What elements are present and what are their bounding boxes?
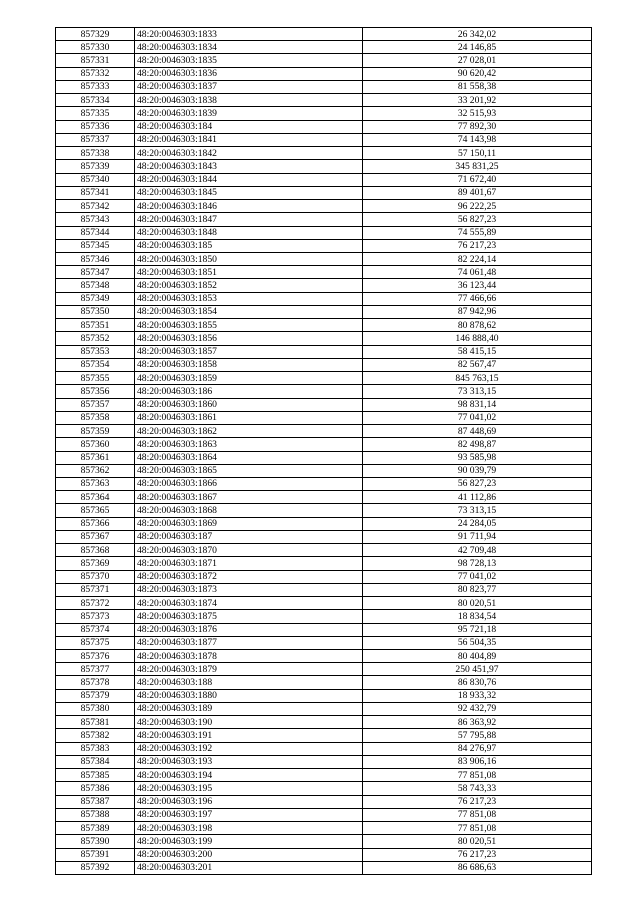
table-row — [56, 279, 592, 292]
table-row — [56, 822, 592, 835]
cadastral-number-cell: 48:20:0046303:194 — [135, 769, 363, 782]
table-row — [56, 477, 592, 490]
cadastral-value-cell: 345 831,25 — [363, 160, 592, 173]
cadastral-value-cell: 146 888,40 — [363, 332, 592, 345]
cadastral-number-cell: 48:20:0046303:189 — [135, 702, 363, 715]
cadastral-value-cell: 56 827,23 — [363, 213, 592, 226]
table-row — [56, 411, 592, 424]
row-number-cell: 857388 — [56, 808, 135, 821]
cadastral-number-cell: 48:20:0046303:1836 — [135, 67, 363, 80]
cadastral-number-cell: 48:20:0046303:1852 — [135, 279, 363, 292]
cadastral-value-cell: 56 504,35 — [363, 636, 592, 649]
cadastral-value-cell: 89 401,67 — [363, 186, 592, 199]
table-row — [56, 385, 592, 398]
cadastral-value-cell: 74 555,89 — [363, 226, 592, 239]
cadastral-number-cell: 48:20:0046303:1861 — [135, 411, 363, 424]
table-row — [56, 372, 592, 385]
table-row — [56, 795, 592, 808]
cadastral-number-cell: 48:20:0046303:197 — [135, 808, 363, 821]
cadastral-number-cell: 48:20:0046303:1855 — [135, 319, 363, 332]
cadastral-value-cell: 80 823,77 — [363, 583, 592, 596]
row-number-cell: 857340 — [56, 173, 135, 186]
row-number-cell: 857377 — [56, 663, 135, 676]
cadastral-number-cell: 48:20:0046303:1835 — [135, 54, 363, 67]
cadastral-number-cell: 48:20:0046303:199 — [135, 835, 363, 848]
row-number-cell: 857376 — [56, 650, 135, 663]
table-row — [56, 702, 592, 715]
cadastral-value-cell: 81 558,38 — [363, 80, 592, 93]
row-number-cell: 857389 — [56, 822, 135, 835]
row-number-cell: 857385 — [56, 769, 135, 782]
cadastral-value-cell: 73 313,15 — [363, 385, 592, 398]
cadastral-value-cell: 24 146,85 — [363, 41, 592, 54]
row-number-cell: 857392 — [56, 861, 135, 874]
cadastral-number-cell: 48:20:0046303:1869 — [135, 517, 363, 530]
cadastral-value-cell: 845 763,15 — [363, 372, 592, 385]
table-row — [56, 107, 592, 120]
table-row — [56, 41, 592, 54]
table-row — [56, 716, 592, 729]
table-row — [56, 186, 592, 199]
cadastral-number-cell: 48:20:0046303:191 — [135, 729, 363, 742]
cadastral-number-cell: 48:20:0046303:1853 — [135, 292, 363, 305]
cadastral-value-cell: 86 686,63 — [363, 861, 592, 874]
cadastral-value-cell: 76 217,23 — [363, 848, 592, 861]
cadastral-value-cell: 26 342,02 — [363, 28, 592, 41]
cadastral-number-cell: 48:20:0046303:185 — [135, 239, 363, 252]
row-number-cell: 857364 — [56, 491, 135, 504]
cadastral-value-cell: 98 831,14 — [363, 398, 592, 411]
table-row — [56, 358, 592, 371]
table-row — [56, 504, 592, 517]
row-number-cell: 857346 — [56, 252, 135, 265]
table-row — [56, 345, 592, 358]
row-number-cell: 857349 — [56, 292, 135, 305]
table-row — [56, 305, 592, 318]
row-number-cell: 857350 — [56, 305, 135, 318]
row-number-cell: 857329 — [56, 28, 135, 41]
row-number-cell: 857332 — [56, 67, 135, 80]
cadastral-value-cell: 82 567,47 — [363, 358, 592, 371]
table-row — [56, 438, 592, 451]
row-number-cell: 857366 — [56, 517, 135, 530]
cadastral-number-cell: 48:20:0046303:1856 — [135, 332, 363, 345]
row-number-cell: 857351 — [56, 319, 135, 332]
table-row — [56, 517, 592, 530]
row-number-cell: 857357 — [56, 398, 135, 411]
table-row — [56, 583, 592, 596]
cadastral-value-cell: 77 466,66 — [363, 292, 592, 305]
row-number-cell: 857371 — [56, 583, 135, 596]
cadastral-number-cell: 48:20:0046303:192 — [135, 742, 363, 755]
cadastral-number-cell: 48:20:0046303:1875 — [135, 610, 363, 623]
table-row — [56, 200, 592, 213]
row-number-cell: 857334 — [56, 94, 135, 107]
table-row — [56, 332, 592, 345]
cadastral-number-cell: 48:20:0046303:1839 — [135, 107, 363, 120]
cadastral-value-cell: 77 041,02 — [363, 411, 592, 424]
cadastral-value-cell: 87 448,69 — [363, 425, 592, 438]
row-number-cell: 857344 — [56, 226, 135, 239]
cadastral-number-cell: 48:20:0046303:1846 — [135, 200, 363, 213]
row-number-cell: 857362 — [56, 464, 135, 477]
table-row — [56, 491, 592, 504]
row-number-cell: 857368 — [56, 544, 135, 557]
cadastral-number-cell: 48:20:0046303:1854 — [135, 305, 363, 318]
cadastral-number-cell: 48:20:0046303:188 — [135, 676, 363, 689]
table-row — [56, 557, 592, 570]
cadastral-value-cell: 58 743,33 — [363, 782, 592, 795]
cadastral-value-cell: 76 217,23 — [363, 239, 592, 252]
table-row — [56, 94, 592, 107]
cadastral-number-cell: 48:20:0046303:1845 — [135, 186, 363, 199]
table-body — [56, 28, 592, 875]
cadastral-value-cell: 84 276,97 — [363, 742, 592, 755]
cadastral-number-cell: 48:20:0046303:201 — [135, 861, 363, 874]
row-number-cell: 857367 — [56, 530, 135, 543]
cadastral-value-cell: 32 515,93 — [363, 107, 592, 120]
row-number-cell: 857365 — [56, 504, 135, 517]
cadastral-value-cell: 82 224,14 — [363, 252, 592, 265]
table-row — [56, 239, 592, 252]
table-row — [56, 610, 592, 623]
row-number-cell: 857330 — [56, 41, 135, 54]
row-number-cell: 857356 — [56, 385, 135, 398]
cadastral-number-cell: 48:20:0046303:195 — [135, 782, 363, 795]
row-number-cell: 857347 — [56, 266, 135, 279]
cadastral-value-cell: 80 020,51 — [363, 597, 592, 610]
row-number-cell: 857345 — [56, 239, 135, 252]
table-row — [56, 464, 592, 477]
cadastral-value-cell: 76 217,23 — [363, 795, 592, 808]
cadastral-number-cell: 48:20:0046303:1834 — [135, 41, 363, 54]
cadastral-number-cell: 48:20:0046303:1859 — [135, 372, 363, 385]
table-row — [56, 425, 592, 438]
row-number-cell: 857382 — [56, 729, 135, 742]
cadastral-value-cell: 77 041,02 — [363, 570, 592, 583]
row-number-cell: 857354 — [56, 358, 135, 371]
row-number-cell: 857348 — [56, 279, 135, 292]
cadastral-value-cell: 41 112,86 — [363, 491, 592, 504]
cadastral-value-cell: 86 830,76 — [363, 676, 592, 689]
row-number-cell: 857381 — [56, 716, 135, 729]
table-row — [56, 636, 592, 649]
cadastral-number-cell: 48:20:0046303:1843 — [135, 160, 363, 173]
cadastral-value-cell: 24 284,05 — [363, 517, 592, 530]
cadastral-value-cell: 18 933,32 — [363, 689, 592, 702]
table-row — [56, 530, 592, 543]
row-number-cell: 857333 — [56, 80, 135, 93]
table-row — [56, 650, 592, 663]
row-number-cell: 857369 — [56, 557, 135, 570]
table-row — [56, 663, 592, 676]
cadastral-number-cell: 48:20:0046303:1871 — [135, 557, 363, 570]
cadastral-value-cell: 80 878,62 — [363, 319, 592, 332]
cadastral-number-cell: 48:20:0046303:1870 — [135, 544, 363, 557]
table-row — [56, 266, 592, 279]
row-number-cell: 857335 — [56, 107, 135, 120]
cadastral-value-cell: 98 728,13 — [363, 557, 592, 570]
cadastral-number-cell: 48:20:0046303:1841 — [135, 133, 363, 146]
row-number-cell: 857375 — [56, 636, 135, 649]
cadastral-value-cell: 36 123,44 — [363, 279, 592, 292]
cadastral-value-cell: 96 222,25 — [363, 200, 592, 213]
cadastral-number-cell: 48:20:0046303:1877 — [135, 636, 363, 649]
table-row — [56, 133, 592, 146]
table-row — [56, 28, 592, 41]
row-number-cell: 857373 — [56, 610, 135, 623]
cadastral-number-cell: 48:20:0046303:190 — [135, 716, 363, 729]
cadastral-number-cell: 48:20:0046303:1868 — [135, 504, 363, 517]
row-number-cell: 857358 — [56, 411, 135, 424]
cadastral-value-cell: 77 892,30 — [363, 120, 592, 133]
row-number-cell: 857374 — [56, 623, 135, 636]
table-row — [56, 451, 592, 464]
cadastral-value-cell: 83 906,16 — [363, 755, 592, 768]
table-row — [56, 544, 592, 557]
cadastral-number-cell: 48:20:0046303:200 — [135, 848, 363, 861]
row-number-cell: 857379 — [56, 689, 135, 702]
table-row — [56, 252, 592, 265]
cadastral-value-cell: 74 143,98 — [363, 133, 592, 146]
row-number-cell: 857361 — [56, 451, 135, 464]
cadastral-value-cell: 80 020,51 — [363, 835, 592, 848]
cadastral-value-cell: 74 061,48 — [363, 266, 592, 279]
cadastral-value-cell: 80 404,89 — [363, 650, 592, 663]
table-row — [56, 160, 592, 173]
cadastral-value-cell: 77 851,08 — [363, 769, 592, 782]
row-number-cell: 857360 — [56, 438, 135, 451]
cadastral-value-cell: 57 795,88 — [363, 729, 592, 742]
row-number-cell: 857386 — [56, 782, 135, 795]
cadastral-value-cell: 77 851,08 — [363, 808, 592, 821]
table-row — [56, 861, 592, 874]
row-number-cell: 857342 — [56, 200, 135, 213]
cadastral-number-cell: 48:20:0046303:1864 — [135, 451, 363, 464]
cadastral-number-cell: 48:20:0046303:1837 — [135, 80, 363, 93]
cadastral-value-table — [55, 27, 592, 875]
row-number-cell: 857359 — [56, 425, 135, 438]
row-number-cell: 857387 — [56, 795, 135, 808]
cadastral-value-cell: 57 150,11 — [363, 147, 592, 160]
table-row — [56, 689, 592, 702]
cadastral-number-cell: 48:20:0046303:1872 — [135, 570, 363, 583]
table-row — [56, 67, 592, 80]
table-row — [56, 120, 592, 133]
row-number-cell: 857383 — [56, 742, 135, 755]
row-number-cell: 857341 — [56, 186, 135, 199]
cadastral-value-cell: 87 942,96 — [363, 305, 592, 318]
cadastral-value-cell: 18 834,54 — [363, 610, 592, 623]
table-row — [56, 213, 592, 226]
table-row — [56, 808, 592, 821]
cadastral-value-cell: 56 827,23 — [363, 477, 592, 490]
cadastral-value-cell: 77 851,08 — [363, 822, 592, 835]
cadastral-value-cell: 95 721,18 — [363, 623, 592, 636]
cadastral-value-cell: 91 711,94 — [363, 530, 592, 543]
row-number-cell: 857339 — [56, 160, 135, 173]
table-row — [56, 676, 592, 689]
cadastral-number-cell: 48:20:0046303:1874 — [135, 597, 363, 610]
table-row — [56, 398, 592, 411]
row-number-cell: 857343 — [56, 213, 135, 226]
cadastral-number-cell: 48:20:0046303:1848 — [135, 226, 363, 239]
row-number-cell: 857336 — [56, 120, 135, 133]
table-row — [56, 769, 592, 782]
cadastral-number-cell: 48:20:0046303:1851 — [135, 266, 363, 279]
table-row — [56, 226, 592, 239]
row-number-cell: 857353 — [56, 345, 135, 358]
cadastral-number-cell: 48:20:0046303:1880 — [135, 689, 363, 702]
table-row — [56, 782, 592, 795]
row-number-cell: 857352 — [56, 332, 135, 345]
cadastral-number-cell: 48:20:0046303:1838 — [135, 94, 363, 107]
cadastral-number-cell: 48:20:0046303:193 — [135, 755, 363, 768]
table-row — [56, 729, 592, 742]
cadastral-value-cell: 82 498,87 — [363, 438, 592, 451]
row-number-cell: 857338 — [56, 147, 135, 160]
cadastral-number-cell: 48:20:0046303:1844 — [135, 173, 363, 186]
table-row — [56, 319, 592, 332]
table-row — [56, 835, 592, 848]
cadastral-number-cell: 48:20:0046303:1860 — [135, 398, 363, 411]
table-row — [56, 147, 592, 160]
cadastral-number-cell: 48:20:0046303:1858 — [135, 358, 363, 371]
cadastral-value-cell: 250 451,97 — [363, 663, 592, 676]
table-row — [56, 597, 592, 610]
row-number-cell: 857390 — [56, 835, 135, 848]
table-row — [56, 292, 592, 305]
cadastral-value-cell: 90 039,79 — [363, 464, 592, 477]
cadastral-number-cell: 48:20:0046303:1865 — [135, 464, 363, 477]
cadastral-number-cell: 48:20:0046303:187 — [135, 530, 363, 543]
cadastral-number-cell: 48:20:0046303:186 — [135, 385, 363, 398]
cadastral-number-cell: 48:20:0046303:1867 — [135, 491, 363, 504]
cadastral-value-cell: 27 028,01 — [363, 54, 592, 67]
cadastral-value-cell: 90 620,42 — [363, 67, 592, 80]
row-number-cell: 857391 — [56, 848, 135, 861]
cadastral-value-cell: 33 201,92 — [363, 94, 592, 107]
table-row — [56, 173, 592, 186]
row-number-cell: 857331 — [56, 54, 135, 67]
cadastral-value-cell: 42 709,48 — [363, 544, 592, 557]
cadastral-value-cell: 58 415,15 — [363, 345, 592, 358]
cadastral-number-cell: 48:20:0046303:1833 — [135, 28, 363, 41]
row-number-cell: 857355 — [56, 372, 135, 385]
cadastral-number-cell: 48:20:0046303:1857 — [135, 345, 363, 358]
cadastral-value-cell: 73 313,15 — [363, 504, 592, 517]
cadastral-number-cell: 48:20:0046303:1873 — [135, 583, 363, 596]
cadastral-number-cell: 48:20:0046303:1850 — [135, 252, 363, 265]
table-row — [56, 570, 592, 583]
cadastral-number-cell: 48:20:0046303:1847 — [135, 213, 363, 226]
cadastral-value-cell: 71 672,40 — [363, 173, 592, 186]
cadastral-value-cell: 93 585,98 — [363, 451, 592, 464]
cadastral-number-cell: 48:20:0046303:1879 — [135, 663, 363, 676]
row-number-cell: 857363 — [56, 477, 135, 490]
cadastral-number-cell: 48:20:0046303:1862 — [135, 425, 363, 438]
cadastral-number-cell: 48:20:0046303:198 — [135, 822, 363, 835]
table-row — [56, 742, 592, 755]
row-number-cell: 857372 — [56, 597, 135, 610]
cadastral-value-cell: 92 432,79 — [363, 702, 592, 715]
row-number-cell: 857337 — [56, 133, 135, 146]
cadastral-value-cell: 86 363,92 — [363, 716, 592, 729]
table-row — [56, 755, 592, 768]
table-row — [56, 623, 592, 636]
table-row — [56, 54, 592, 67]
row-number-cell: 857380 — [56, 702, 135, 715]
row-number-cell: 857370 — [56, 570, 135, 583]
cadastral-number-cell: 48:20:0046303:1842 — [135, 147, 363, 160]
cadastral-number-cell: 48:20:0046303:1876 — [135, 623, 363, 636]
row-number-cell: 857378 — [56, 676, 135, 689]
table-row — [56, 848, 592, 861]
cadastral-number-cell: 48:20:0046303:1863 — [135, 438, 363, 451]
cadastral-number-cell: 48:20:0046303:1878 — [135, 650, 363, 663]
table-row — [56, 80, 592, 93]
row-number-cell: 857384 — [56, 755, 135, 768]
cadastral-number-cell: 48:20:0046303:184 — [135, 120, 363, 133]
cadastral-number-cell: 48:20:0046303:1866 — [135, 477, 363, 490]
cadastral-number-cell: 48:20:0046303:196 — [135, 795, 363, 808]
